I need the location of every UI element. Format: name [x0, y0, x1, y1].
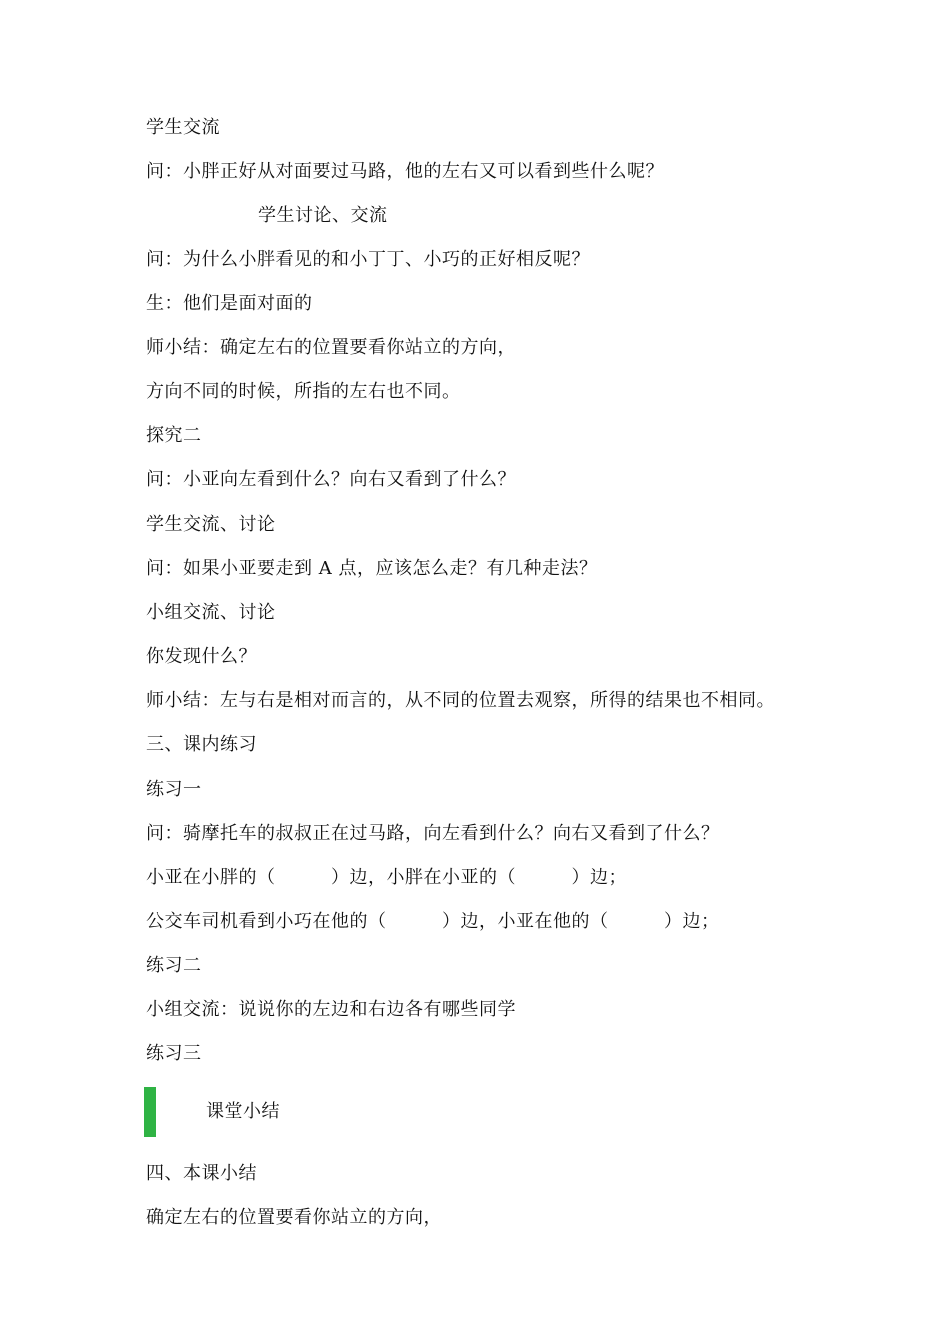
section-accent-bar	[144, 1087, 156, 1137]
section-heading-box	[144, 1087, 744, 1137]
text-line-9: 问：小亚向左看到什么？向右又看到了什么？	[146, 469, 516, 490]
text-line-18: 小亚在小胖的（ ）边，小胖在小亚的（ ）边；	[146, 867, 627, 888]
text-line-23: 四、本课小结	[146, 1163, 257, 1184]
text-line-24: 确定左右的位置要看你站立的方向，	[146, 1207, 442, 1228]
text-line-3: 学生讨论、交流	[258, 205, 388, 226]
text-line-7: 方向不同的时候，所指的左右也不同。	[146, 381, 461, 402]
text-line-1: 学生交流	[146, 117, 220, 138]
text-line-13: 你发现什么？	[146, 646, 257, 667]
text-line-14: 师小结：左与右是相对而言的，从不同的位置去观察，所得的结果也不相同。	[146, 690, 775, 711]
text-line-15: 三、课内练习	[146, 734, 257, 755]
text-line-20: 练习二	[146, 955, 202, 976]
text-line-10: 学生交流、讨论	[146, 514, 276, 535]
text-line-17: 问：骑摩托车的叔叔正在过马路，向左看到什么？向右又看到了什么？	[146, 823, 720, 844]
text-line-6: 师小结：确定左右的位置要看你站立的方向，	[146, 337, 516, 358]
text-line-16: 练习一	[146, 779, 202, 800]
text-line-8: 探究二	[146, 425, 202, 446]
text-line-19: 公交车司机看到小巧在他的（ ）边，小亚在他的（ ）边；	[146, 911, 720, 932]
text-line-21: 小组交流：说说你的左边和右边各有哪些同学	[146, 999, 516, 1020]
text-line-22: 练习三	[146, 1043, 202, 1064]
text-line-4: 问：为什么小胖看见的和小丁丁、小巧的正好相反呢？	[146, 249, 590, 270]
text-line-12: 小组交流、讨论	[146, 602, 276, 623]
text-line-11: 问：如果小亚要走到 A 点，应该怎么走？有几种走法？	[146, 558, 598, 579]
text-line-2: 问：小胖正好从对面要过马路，他的左右又可以看到些什么呢？	[146, 161, 664, 182]
section-heading: 课堂小结	[206, 1101, 280, 1122]
text-line-5: 生：他们是面对面的	[146, 293, 313, 314]
